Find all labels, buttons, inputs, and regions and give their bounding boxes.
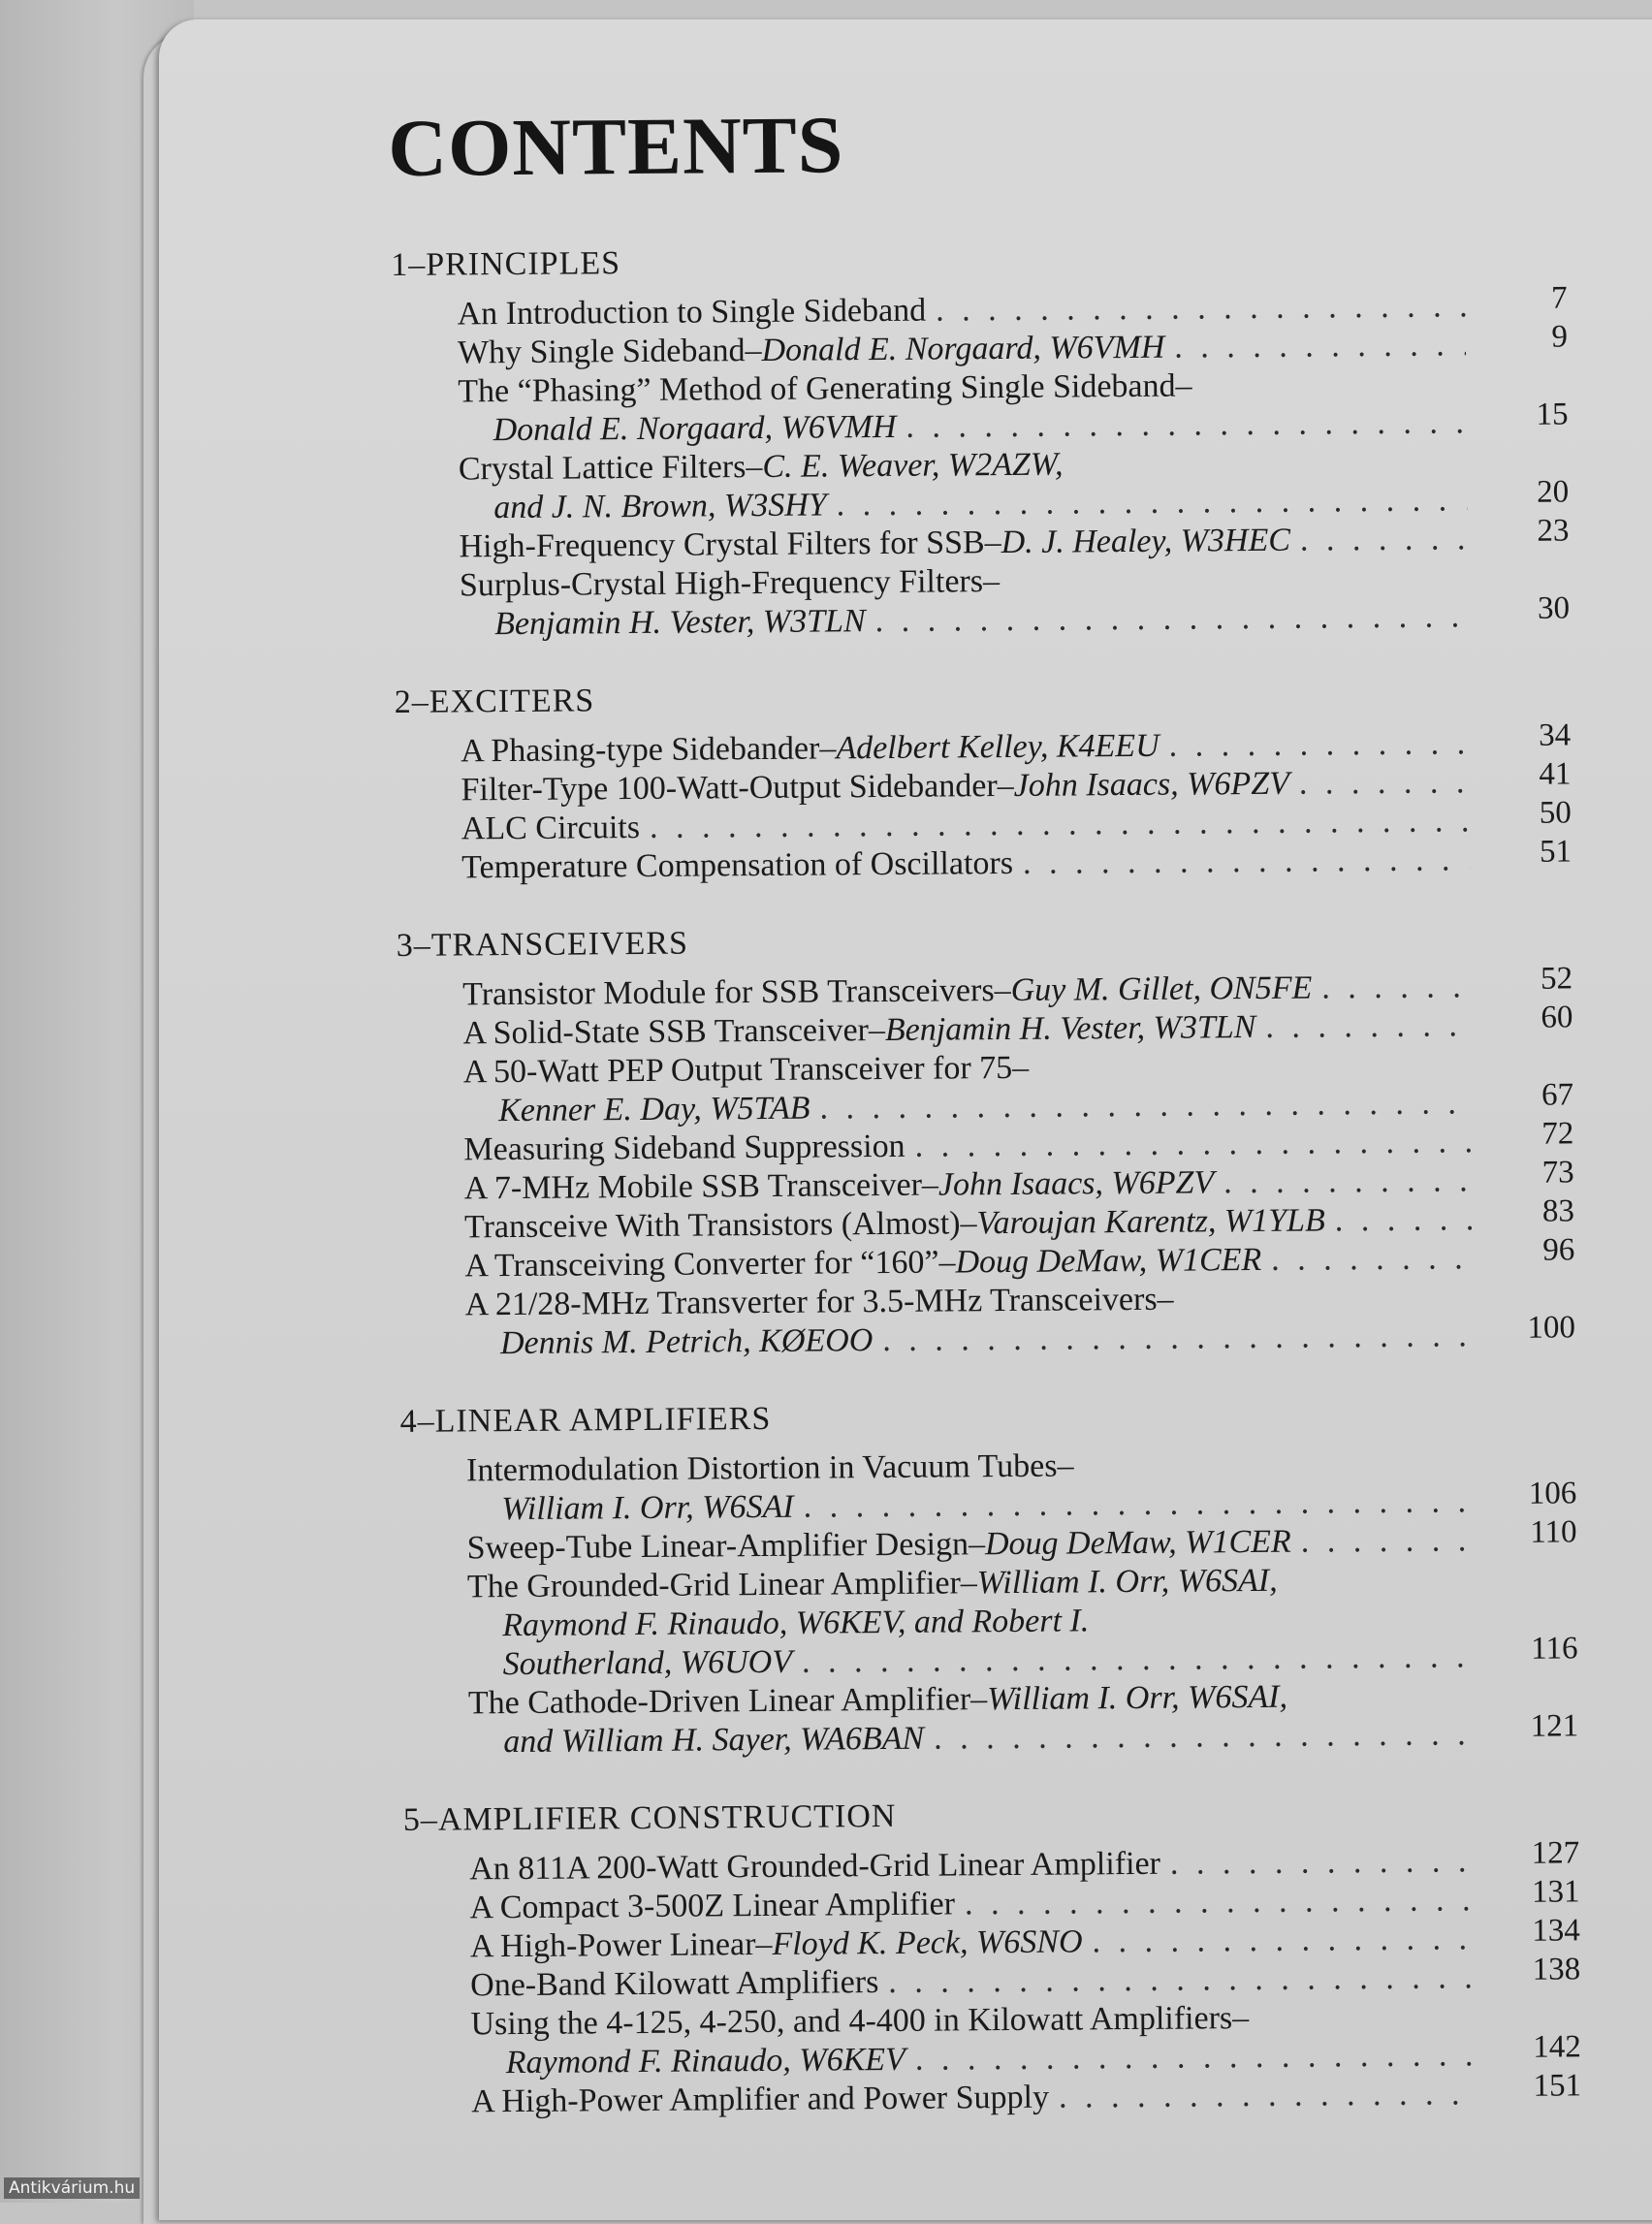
toc-section [401,1793,1582,2123]
toc-section [395,918,1576,1365]
leader-dots [1169,724,1470,765]
entry-text [464,1164,1215,1209]
entry-text [467,1523,1291,1569]
page-number: 34 [1488,716,1571,756]
section-heading: 5–AMPLIFIER CONSTRUCTION [403,1793,1579,1840]
entry-text [461,765,1289,810]
entry-continuation-line [465,1317,1575,1364]
page-number: 30 [1487,589,1570,629]
entry-text [503,1720,924,1762]
toc-entry [463,1045,1574,1131]
page-number: 127 [1497,1834,1579,1874]
entry-text [467,1562,1278,1607]
page-number: 131 [1497,1873,1579,1913]
entry-title-text: A 7-MHz Mobile SSB Transceiver– [464,1167,939,1207]
leader-dots [1299,763,1470,803]
toc-entry [460,558,1571,645]
entry-text [469,1886,955,1928]
page-number: 15 [1485,396,1568,435]
entry-author: John Isaacs, W6PZV [1014,766,1290,804]
leader-dots [1170,1843,1478,1884]
entry-title-text: A High-Power Amplifier and Power Supply [471,2080,1049,2120]
leader-dots [936,287,1466,330]
entry-text [470,1964,878,2006]
entry-text [459,522,1290,567]
toc-entry [459,442,1570,528]
page-number: 50 [1489,794,1572,834]
leader-dots [819,1085,1472,1128]
page-number: 51 [1489,833,1572,873]
entry-author: Guy M. Gillet, ON5FE [1010,970,1312,1008]
leader-dots [1059,2076,1479,2117]
entry-title-text: Using the 4-125, 4-250, and 4-400 in Kilowatt Amplifiers– [470,2001,1249,2043]
entry-author: Benjamin H. Vester, W3TLN [494,603,866,642]
section-heading: 2–EXCITERS [395,675,1571,722]
toc-entry [471,2075,1581,2122]
leader-dots [1265,1007,1471,1048]
entry-title-text: Filter-Type 100-Watt-Output Sidebander– [461,768,1013,808]
entry-author: William I. Orr, W6SAI, [977,1563,1278,1601]
page-number: 7 [1484,279,1567,319]
entry-title-text: A 21/28-MHz Transverter for 3.5-MHz Transceivers– [465,1282,1174,1323]
entry-author: C. E. Weaver, W2AZW, [762,447,1063,485]
watermark: Antikvárium.hu [4,2177,140,2199]
leader-dots [875,597,1469,641]
page-number: 106 [1494,1475,1576,1514]
toc-entry [468,1676,1579,1763]
entry-text [464,1202,1325,1248]
entry-continuation-line [460,597,1570,645]
entry-title-text: Transceive With Transistors (Almost)– [464,1206,977,1246]
leader-dots [1271,1240,1473,1281]
entry-title-text: A High-Power Linear– [470,1926,773,1964]
entry-title-text: An Introduction to Single Sideband [458,293,927,333]
entry-author: Varoujan Karentz, W1YLB [976,1203,1325,1242]
leader-dots [1092,1921,1478,1962]
page-number: 134 [1498,1912,1580,1952]
entry-text [465,1281,1174,1325]
leader-dots [1023,841,1470,883]
entry-text [502,1643,792,1684]
entry-title-text: A Solid-State SSB Transceiver– [462,1012,885,1051]
entry-text [458,367,1192,412]
leader-dots [905,403,1466,447]
toc-section [393,675,1573,889]
leader-dots [965,1882,1478,1924]
entry-continuation-line [468,1715,1578,1763]
entry-text [459,446,1064,490]
entry-author: Kenner E. Day, W5TAB [498,1091,810,1129]
entry-text [458,292,927,334]
entry-line [471,2075,1581,2122]
entry-text [498,1090,810,1131]
entry-text [462,969,1312,1015]
page-number: 72 [1491,1115,1573,1155]
entry-text [460,562,1000,605]
entry-text [461,727,1160,772]
toc-entry [466,1444,1577,1530]
entry-text [462,1008,1255,1053]
leader-dots [1321,969,1471,1008]
entry-title-text: A Phasing-type Sidebander– [461,731,836,770]
entry-title-text: One-Band Kilowatt Amplifiers [470,1965,878,2004]
entry-author: William I. Orr, W6SAI, [987,1679,1287,1717]
toc-sections [389,237,1581,2122]
leader-dots [1301,1522,1476,1562]
toc-section [397,1394,1578,1763]
entry-text [463,1128,905,1170]
entry-title-text: Measuring Sideband Suppression [463,1128,905,1168]
entry-author: Southerland, W6UOV [502,1644,792,1682]
entry-title-text: ALC Circuits [461,810,640,846]
section-heading: 4–LINEAR AMPLIFIERS [399,1394,1575,1442]
page-number: 20 [1486,473,1569,513]
entry-author: Raymond F. Rinaudo, W6KEV [506,2042,905,2081]
leader-dots [802,1638,1477,1682]
entry-author: Dennis M. Petrich, KØEOO [500,1322,874,1361]
entry-text [492,408,896,450]
leader-dots [934,1716,1477,1759]
leader-dots [915,2037,1479,2081]
entry-author: D. J. Healey, W3HEC [1001,523,1290,560]
page-number: 110 [1494,1513,1576,1553]
toc-section [389,237,1570,645]
entry-title-text: Why Single Sideband– [458,333,762,370]
entry-text [461,809,640,848]
entry-title-text: Intermodulation Distortion in Vacuum Tubes– [466,1448,1074,1489]
page-number: 83 [1492,1192,1574,1232]
entry-title-text: Transistor Module for SSB Transceivers– [462,972,1011,1012]
page-number: 138 [1498,1951,1580,1990]
page-number: 9 [1485,318,1568,358]
toc-entry [470,1997,1581,2083]
entry-text [466,1447,1074,1491]
entry-author: and J. N. Brown, W3SHY [493,488,827,526]
page-number: 52 [1490,960,1573,1000]
entry-author: Donald E. Norgaard, W6VMH [492,409,896,448]
entry-text [506,2041,905,2082]
entry-text [500,1321,874,1363]
page-number: 96 [1492,1231,1574,1271]
leader-dots [1174,326,1466,366]
entry-text [458,329,1165,373]
entry-author: Raymond F. Rinaudo, W6KEV, and Robert I. [502,1604,1089,1644]
entry-text [470,2000,1249,2045]
entry-line [461,841,1572,888]
entry-title-text: An 811A 200-Watt Grounded-Grid Linear Amplifier [469,1846,1160,1888]
entry-text [494,602,866,644]
entry-author: and William H. Sayer, WA6BAN [503,1721,924,1760]
entry-author: Donald E. Norgaard, W6VMH [761,330,1164,368]
entry-text [461,844,1013,887]
entry-title-text: Sweep-Tube Linear-Amplifier Design– [467,1527,986,1567]
entry-author: Floyd K. Peck, W6SNO [772,1924,1082,1963]
leader-dots [882,1318,1474,1361]
entry-text [470,1923,1083,1967]
entry-title-text: Surplus-Crystal High-Frequency Filters– [460,563,1000,603]
entry-title-text: High-Frequency Crystal Filters for SSB– [459,524,1001,564]
leader-dots [888,1959,1478,2003]
entry-title-text: A 50-Watt PEP Output Transceiver for 75– [463,1050,1030,1091]
entry-title-text: Crystal Lattice Filters– [459,449,763,487]
entry-title-text: The Cathode-Driven Linear Amplifier– [468,1682,988,1722]
leader-dots [650,802,1470,847]
page-number: 151 [1499,2067,1581,2107]
page-number: 116 [1495,1630,1577,1669]
entry-author: William I. Orr, W6SAI [501,1489,794,1527]
entry-text [468,1678,1287,1724]
page-title: CONTENTS [388,99,1567,190]
toc-entry [458,365,1569,451]
entry-text [471,2079,1049,2122]
page-number: 100 [1493,1309,1575,1349]
toc-entry [465,1278,1576,1364]
entry-author: Doug DeMaw, W1CER [985,1524,1291,1562]
entry-author: Adelbert Kelley, K4EEU [836,728,1160,767]
leader-dots [1223,1162,1473,1203]
table-of-contents [388,99,1582,2161]
entry-text [502,1603,1089,1646]
page-number: 60 [1490,999,1573,1038]
leader-dots [803,1483,1475,1527]
entry-title-text: The Grounded-Grid Linear Amplifier– [467,1566,977,1605]
leader-dots [914,1124,1472,1167]
page-number: 67 [1491,1076,1573,1116]
entry-text [464,1241,1261,1286]
toc-entry [461,841,1572,888]
page-number: 142 [1499,2028,1581,2068]
leader-dots [1335,1201,1474,1241]
page-number: 73 [1492,1154,1574,1193]
entry-text [501,1488,794,1529]
entry-text [493,487,827,528]
page-number: 41 [1488,755,1571,795]
page-number: 23 [1486,512,1569,552]
entry-text [469,1845,1160,1890]
toc-entry [467,1560,1578,1685]
leader-dots [1300,520,1468,559]
section-heading: 1–PRINCIPLES [391,237,1567,284]
entry-title-text: A Compact 3-500Z Linear Amplifier [469,1887,955,1926]
entry-author: John Isaacs, W6PZV [938,1165,1215,1203]
section-heading: 3–TRANSCEIVERS [397,918,1573,966]
leader-dots [837,481,1468,524]
entry-title-text: Temperature Compensation of Oscillators [461,845,1013,885]
entry-author: Benjamin H. Vester, W3TLN [885,1009,1256,1048]
entry-title-text: A Transceiving Converter for “160”– [464,1245,955,1285]
page-number: 121 [1496,1707,1578,1747]
entry-author: Doug DeMaw, W1CER [955,1242,1261,1280]
entry-text [463,1049,1030,1093]
entry-title-text: The “Phasing” Method of Generating Single Sideband– [458,368,1192,410]
